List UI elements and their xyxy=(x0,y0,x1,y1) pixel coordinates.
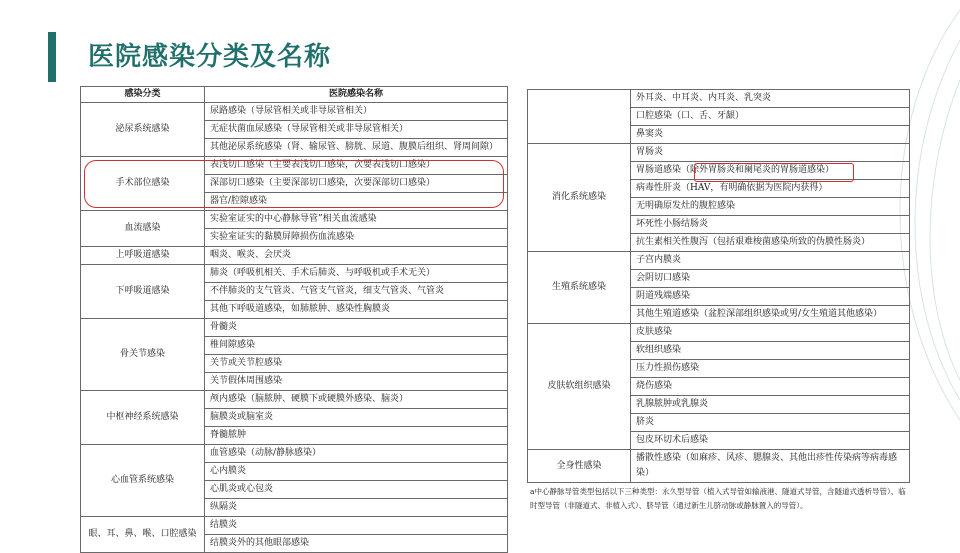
left-infection-table xyxy=(80,86,508,553)
infection-name-cell: 软组织感染 xyxy=(631,342,910,360)
surgical-site-highlight xyxy=(84,160,504,208)
infection-name-cell: 不伴肺炎的支气管炎、气管支气管炎，细支气管炎、气管炎 xyxy=(205,283,508,301)
category-cell: 泌尿系统感染 xyxy=(81,103,205,157)
table-row xyxy=(81,391,508,409)
category-cell: 下呼吸道感染 xyxy=(81,265,205,319)
infection-name-cell: 实验室证实的黏膜屏障损伤血流感染 xyxy=(205,229,508,247)
infection-name-cell: 抗生素相关性腹泻（包括艰难梭菌感染所致的伪膜性肠炎） xyxy=(631,234,910,252)
category-cell: 皮肤软组织感染 xyxy=(528,324,631,450)
infection-name-cell: 其他泌尿系统感染（肾、输尿管、膀胱、尿道、腹膜后组织、肾周间隙） xyxy=(205,139,508,157)
infection-name-cell: 胃肠炎 xyxy=(631,144,910,162)
table-row xyxy=(528,450,910,483)
category-cell: 中枢神经系统感染 xyxy=(81,391,205,445)
infection-name-cell: 皮肤感染 xyxy=(631,324,910,342)
category-cell: 消化系统感染 xyxy=(528,144,631,252)
infection-name-cell: 会阴切口感染 xyxy=(631,270,910,288)
table-row xyxy=(528,90,910,108)
infection-name-cell: 胃肠道感染（除外胃肠炎和阑尾炎的胃肠道感染） xyxy=(631,162,910,180)
category-cell: 心血管系统感染 xyxy=(81,445,205,517)
infection-name-cell: 病毒性肝炎（HAV，有明确依据为医院内获得） xyxy=(631,180,910,198)
table-header-row xyxy=(81,87,508,103)
category-cell: 眼、耳、鼻、喉、口腔感染 xyxy=(81,517,205,553)
infection-name-cell: 表浅切口感染（主要表浅切口感染，次要表浅切口感染） xyxy=(205,157,508,175)
infection-name-cell: 结膜炎 xyxy=(205,517,508,535)
table-row xyxy=(81,103,508,121)
infection-name-cell: 压力性损伤感染 xyxy=(631,360,910,378)
table-row xyxy=(528,144,910,162)
table-row xyxy=(81,319,508,337)
infection-name-cell: 无症状菌血尿感染（导尿管相关或非导尿管相关） xyxy=(205,121,508,139)
infection-name-cell: 骨髓炎 xyxy=(205,319,508,337)
infection-name-cell: 脊髓脓肿 xyxy=(205,427,508,445)
infection-name-cell: 阴道残端感染 xyxy=(631,288,910,306)
table-row xyxy=(81,265,508,283)
right-infection-table xyxy=(527,89,910,483)
header-name: 医院感染名称 xyxy=(205,87,508,103)
infection-name-cell: 血管感染（动脉/静脉感染） xyxy=(205,445,508,463)
infection-name-cell: 颅内感染（脑脓肿、硬膜下或硬膜外感染、脑炎） xyxy=(205,391,508,409)
category-cell: 手术部位感染 xyxy=(81,157,205,211)
table-row xyxy=(81,445,508,463)
infection-name-cell: 子宫内膜炎 xyxy=(631,252,910,270)
category-cell: 全身性感染 xyxy=(528,450,631,483)
category-cell: 血流感染 xyxy=(81,211,205,247)
infection-name-cell: 心内膜炎 xyxy=(205,463,508,481)
category-cell: 骨关节感染 xyxy=(81,319,205,391)
infection-name-cell: 烧伤感染 xyxy=(631,378,910,396)
right-table-body xyxy=(528,90,910,483)
infection-name-cell: 脐炎 xyxy=(631,414,910,432)
infection-name-cell: 心肌炎或心包炎 xyxy=(205,481,508,499)
table-row xyxy=(81,211,508,229)
infection-name-cell: 外耳炎、中耳炎、内耳炎、乳突炎 xyxy=(631,90,910,108)
infection-name-cell: 纵隔炎 xyxy=(205,499,508,517)
category-cell: 上呼吸道感染 xyxy=(81,247,205,265)
infection-name-cell: 口腔感染（口、舌、牙龈） xyxy=(631,108,910,126)
infection-name-cell: 无明确原发灶的腹腔感染 xyxy=(631,198,910,216)
page-title: 医院感染分类及名称 xyxy=(88,42,332,72)
infection-name-cell: 坏死性小肠结肠炎 xyxy=(631,216,910,234)
infection-name-cell: 深部切口感染（主要深部切口感染，次要深部切口感染） xyxy=(205,175,508,193)
table-row xyxy=(528,252,910,270)
footnote: a中心静脉导管类型包括以下三种类型：永久型导管（植入式导管如输液港、隧道式导管，含隧道式透析导管）、临时型导管（非隧道式、非植入式）、脐导管（通过新生儿脐动脉或静脉置入的导管）。 xyxy=(530,487,906,510)
category-cell: 生殖系统感染 xyxy=(528,252,631,324)
infection-name-cell: 肺炎（呼吸机相关、手术后肺炎、与呼吸机或手术无关） xyxy=(205,265,508,283)
category-cell xyxy=(528,90,631,144)
infection-name-cell: 结膜炎外的其他眼部感染 xyxy=(205,535,508,553)
infection-name-cell: 关节假体周围感染 xyxy=(205,373,508,391)
infection-name-cell: 脑膜炎或脑室炎 xyxy=(205,409,508,427)
infection-name-cell: 椎间隙感染 xyxy=(205,337,508,355)
infection-name-cell: 乳腺脓肿或乳腺炎 xyxy=(631,396,910,414)
infection-name-cell: 鼻窦炎 xyxy=(631,126,910,144)
infection-name-cell: 尿路感染（导尿管相关或非导尿管相关） xyxy=(205,103,508,121)
infection-name-cell: 关节或关节腔感染 xyxy=(205,355,508,373)
infection-name-cell: 包皮环切术后感染 xyxy=(631,432,910,450)
table-row xyxy=(528,324,910,342)
table-row xyxy=(81,247,508,265)
infection-name-cell: 播散性感染（如麻疹、风疹、腮腺炎、其他出疹性传染病等病毒感染） xyxy=(631,450,910,483)
infection-name-cell: 其他生殖道感染（盆腔深部组织感染或男/女生殖道其他感染） xyxy=(631,306,910,324)
header-category: 感染分类 xyxy=(81,87,205,103)
infection-name-cell: 器官/腔隙感染 xyxy=(205,193,508,211)
title-accent-bar xyxy=(48,32,56,82)
table-row xyxy=(81,517,508,535)
infection-name-cell: 实验室证实的中心静脉导管”相关血流感染 xyxy=(205,211,508,229)
infection-name-cell: 其他下呼吸道感染，如肺脓肿、感染性胸膜炎 xyxy=(205,301,508,319)
gi-infection-highlight xyxy=(694,163,854,182)
infection-name-cell: 咽炎、喉炎、会厌炎 xyxy=(205,247,508,265)
